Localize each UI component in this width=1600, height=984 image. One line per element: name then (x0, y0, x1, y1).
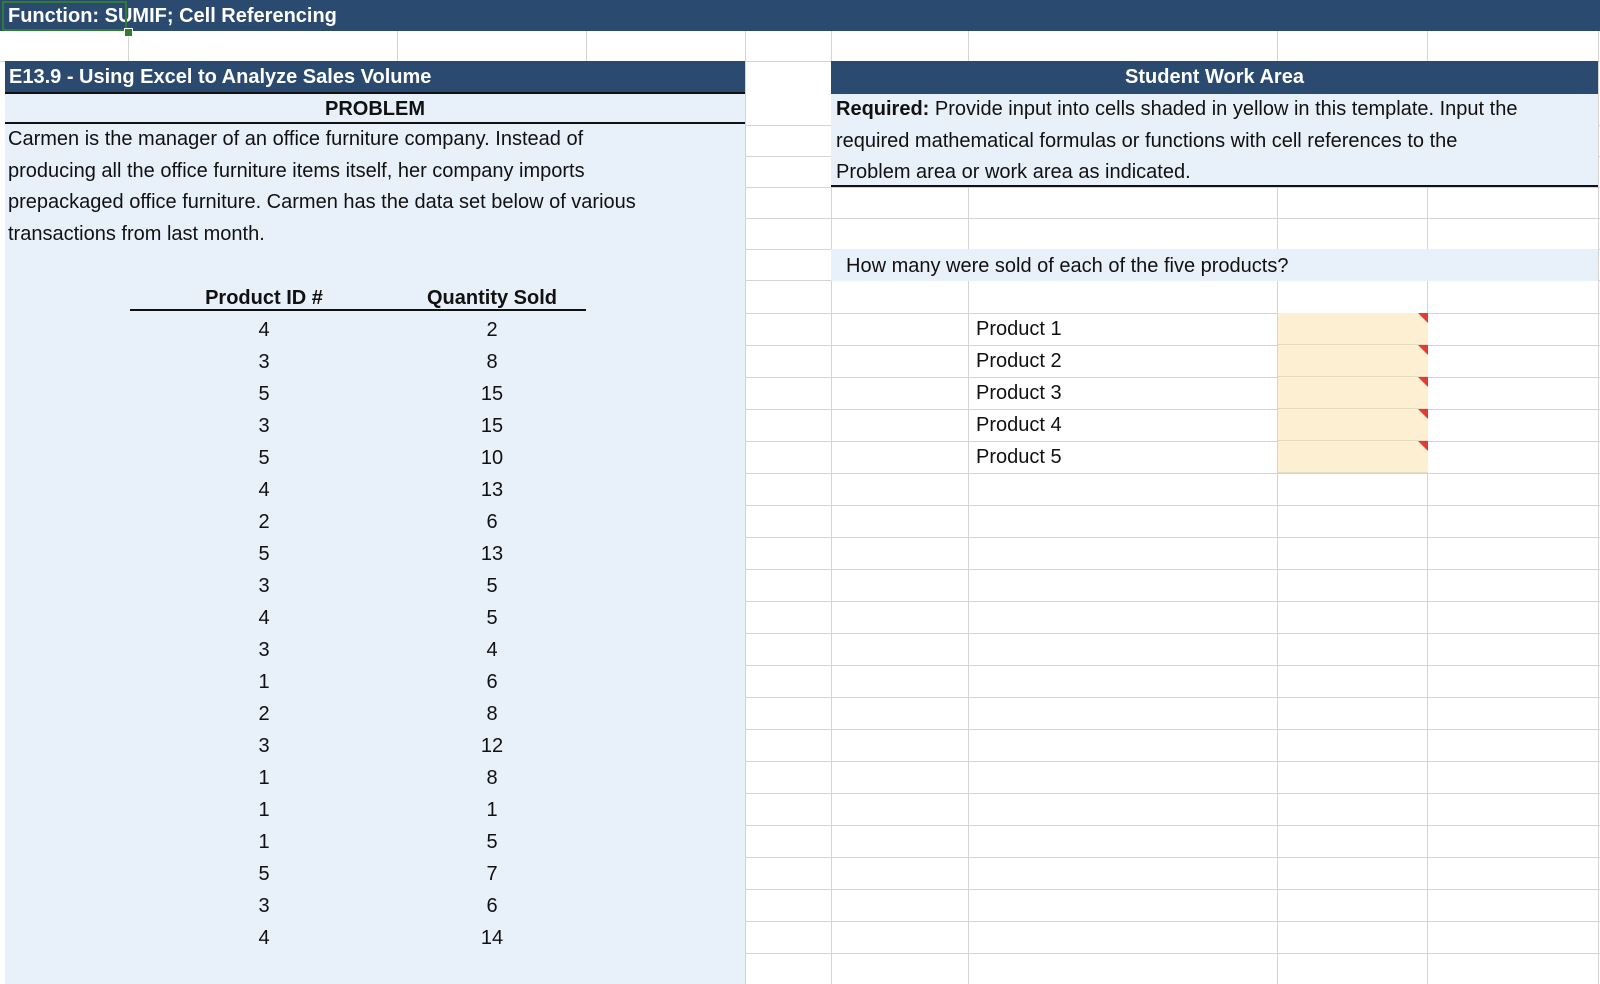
fill-handle[interactable] (124, 28, 133, 37)
product-label: Product 1 (976, 318, 1062, 340)
required-line: Problem area or work area as indicated. (836, 161, 1191, 183)
product-id-cell[interactable]: 5 (258, 543, 270, 565)
comment-indicator-icon[interactable] (1418, 313, 1428, 323)
table-header-rule (130, 309, 586, 311)
column-header-product-id: Product ID # (205, 287, 323, 309)
quantity-sold-cell[interactable]: 4 (486, 639, 498, 661)
required-line: Provide input into cells shaded in yellow in this template. Input the (929, 98, 1518, 120)
quantity-sold-cell[interactable]: 6 (486, 511, 498, 533)
description-line: prepackaged office furniture. Carmen has the data set below of various (8, 191, 636, 213)
product-label: Product 4 (976, 414, 1062, 436)
comment-indicator-icon[interactable] (1418, 409, 1428, 419)
product-id-cell[interactable]: 1 (258, 671, 270, 693)
column-header-quantity-sold: Quantity Sold (427, 287, 557, 309)
grid-line (745, 601, 1600, 602)
product-answer-input[interactable] (1278, 345, 1428, 377)
product-id-cell[interactable]: 5 (258, 447, 270, 469)
description-line: Carmen is the manager of an office furniture company. Instead of (8, 128, 584, 150)
problem-description (8, 124, 743, 250)
grid-line (745, 697, 1600, 698)
product-id-cell[interactable]: 3 (258, 735, 270, 757)
quantity-sold-cell[interactable]: 10 (480, 447, 504, 469)
quantity-sold-cell[interactable]: 15 (480, 383, 504, 405)
quantity-sold-cell[interactable]: 6 (486, 671, 498, 693)
grid-line (745, 857, 1600, 858)
product-answer-input[interactable] (1278, 441, 1428, 473)
work-area-header: Student Work Area (831, 61, 1598, 94)
product-id-cell[interactable]: 5 (258, 383, 270, 405)
comment-indicator-icon[interactable] (1418, 377, 1428, 387)
product-id-cell[interactable]: 2 (258, 703, 270, 725)
description-line: producing all the office furniture items itself, her company imports (8, 159, 585, 182)
product-id-cell[interactable]: 4 (258, 927, 270, 949)
quantity-sold-cell[interactable]: 13 (480, 479, 504, 501)
problem-subtitle: PROBLEM (325, 98, 425, 120)
quantity-sold-cell[interactable]: 8 (486, 703, 498, 725)
grid-line (745, 953, 1600, 954)
grid-line (745, 729, 1600, 730)
grid-line (745, 665, 1600, 666)
product-id-cell[interactable]: 4 (258, 607, 270, 629)
product-label: Product 2 (976, 350, 1062, 372)
product-id-cell[interactable]: 3 (258, 895, 270, 917)
grid-line (745, 218, 1600, 219)
product-label: Product 3 (976, 382, 1062, 404)
grid-line (745, 441, 1600, 442)
grid-line (745, 377, 1600, 378)
quantity-sold-cell[interactable]: 14 (480, 927, 504, 949)
title-text: Function: SUMIF; Cell Referencing (8, 5, 337, 27)
grid-line (1598, 0, 1599, 984)
product-id-cell[interactable]: 3 (258, 639, 270, 661)
grid-line (745, 473, 1600, 474)
quantity-sold-cell[interactable]: 7 (486, 863, 498, 885)
quantity-sold-cell[interactable]: 5 (486, 607, 498, 629)
quantity-sold-cell[interactable]: 13 (480, 543, 504, 565)
comment-indicator-icon[interactable] (1418, 441, 1428, 451)
description-line: transactions from last month. (8, 222, 265, 245)
selected-cell[interactable] (2, 1, 127, 31)
required-rule (831, 185, 1598, 187)
grid-line (745, 889, 1600, 890)
product-id-cell[interactable]: 3 (258, 351, 270, 373)
product-id-cell[interactable]: 4 (258, 319, 270, 341)
grid-line (745, 633, 1600, 634)
product-answer-input[interactable] (1278, 409, 1428, 441)
grid-line (745, 505, 1600, 506)
comment-indicator-icon[interactable] (1418, 345, 1428, 355)
quantity-sold-cell[interactable]: 6 (486, 895, 498, 917)
product-id-cell[interactable]: 1 (258, 799, 270, 821)
quantity-sold-cell[interactable]: 1 (486, 799, 498, 821)
quantity-sold-cell[interactable]: 8 (486, 351, 498, 373)
product-id-cell[interactable]: 5 (258, 863, 270, 885)
header-rule (5, 92, 745, 94)
grid-line (745, 313, 1600, 314)
product-label: Product 5 (976, 446, 1062, 468)
product-id-cell[interactable]: 3 (258, 415, 270, 437)
product-id-cell[interactable]: 3 (258, 575, 270, 597)
grid-line (745, 921, 1600, 922)
product-id-cell[interactable]: 1 (258, 767, 270, 789)
grid-line (745, 537, 1600, 538)
product-answer-input[interactable] (1278, 313, 1428, 345)
grid-line (745, 793, 1600, 794)
grid-line (745, 0, 746, 984)
grid-line (745, 345, 1600, 346)
grid-line (745, 825, 1600, 826)
required-line: required mathematical formulas or functions with cell references to the (836, 129, 1458, 152)
required-label: Required: (836, 98, 930, 120)
grid-line (745, 761, 1600, 762)
quantity-sold-cell[interactable]: 15 (480, 415, 504, 437)
product-answer-input[interactable] (1278, 377, 1428, 409)
product-id-cell[interactable]: 1 (258, 831, 270, 853)
product-id-cell[interactable]: 4 (258, 479, 270, 501)
question-text: How many were sold of each of the five products? (846, 255, 1289, 277)
quantity-sold-cell[interactable]: 8 (486, 767, 498, 789)
quantity-sold-cell[interactable]: 5 (486, 831, 498, 853)
required-text (836, 94, 1596, 189)
quantity-sold-cell[interactable]: 5 (486, 575, 498, 597)
problem-header: E13.9 - Using Excel to Analyze Sales Volume (5, 61, 745, 94)
quantity-sold-cell[interactable]: 12 (480, 735, 504, 757)
grid-line (745, 569, 1600, 570)
quantity-sold-cell[interactable]: 2 (486, 319, 498, 341)
grid-line (745, 409, 1600, 410)
product-id-cell[interactable]: 2 (258, 511, 270, 533)
